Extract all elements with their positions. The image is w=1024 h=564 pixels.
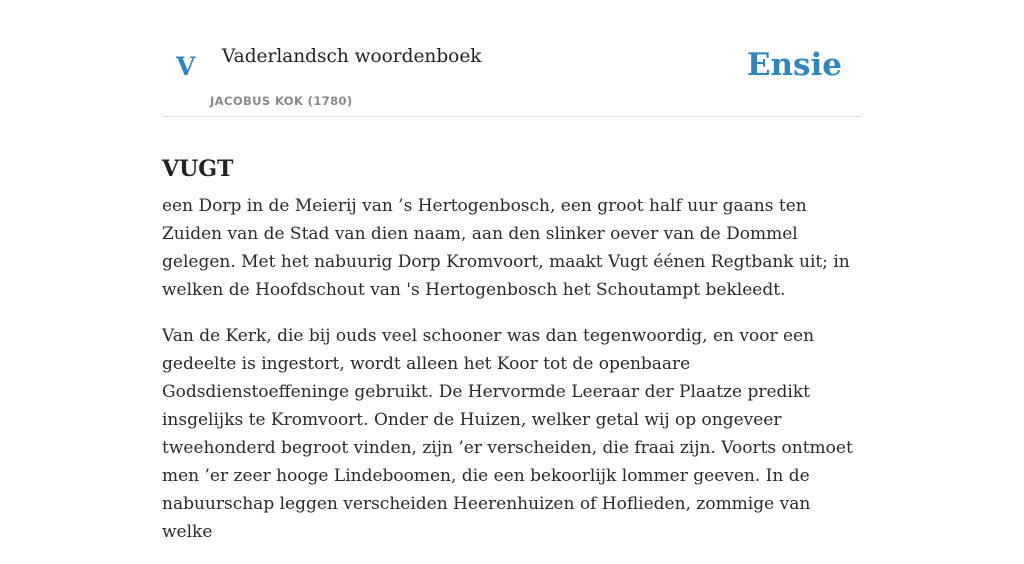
entry-body xyxy=(162,192,862,564)
entry-paragraph: Van de Kerk, die bij ouds veel schooner was dan tegenwoordig, en voor een gedeelte is ingestort, wordt alleen het Koor tot de openbaare Godsdienstoeffeninge gebruikt. De Hervormde Leeraar der Plaatze predikt insgelijks te Kromvoort. Onder de Huizen, welker getal wij op ongeveer tweehonderd begroot vinden, zijn ’er verscheiden, die fraai zijn. Voorts ontmoet men ’er zeer hooge Lindeboomen, die een bekoorlijk lommer geeven. In de nabuurschap leggen verscheiden Heerenhuizen of Hoflieden, zommige van welke xyxy=(162,326,853,542)
book-title[interactable]: Vaderlandsch woordenboek xyxy=(222,46,482,67)
page-header xyxy=(162,0,862,117)
entry-paragraph: een Dorp in de Meierij van ’s Hertogenbosch, een groot half uur gaans ten Zuiden van de Stad van dien naam, aan den slinker oever van de Dommel gelegen. Met het nabuurig Dorp Kromvoort, maakt Vugt éénen Regtbank uit; in welken de Hoofdschout van 's Hertogenbosch het Schoutampt bekleedt. xyxy=(162,196,850,300)
volume-letter: V xyxy=(176,52,196,81)
entry-headword: VUGT xyxy=(162,155,234,182)
brand-logo-link[interactable]: Ensie xyxy=(746,47,842,83)
book-author: JACOBUS KOK (1780) xyxy=(210,94,353,108)
